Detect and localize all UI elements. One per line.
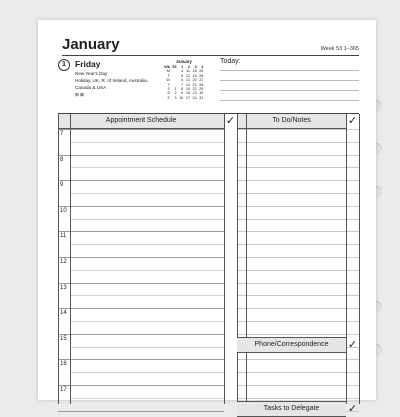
- todo-line: [237, 206, 359, 207]
- todo-line: [237, 295, 359, 296]
- hour-line: [58, 180, 224, 181]
- today-line: [220, 80, 359, 81]
- mini-calendar-date: 25: [199, 69, 204, 74]
- mini-calendar-weekday: M: [166, 69, 170, 74]
- todo-line: [237, 167, 359, 168]
- mini-calendar-col-header: 3: [194, 65, 197, 69]
- todo-line: [237, 372, 359, 373]
- column-divider: [346, 114, 347, 404]
- hour-label: 7: [60, 131, 64, 137]
- mini-calendar-date: 8: [181, 87, 184, 92]
- mini-calendar-date: 20: [192, 78, 197, 83]
- mini-calendar-date: 14: [185, 82, 190, 87]
- mini-calendar: [163, 59, 205, 100]
- mini-calendar-weekday: S: [167, 95, 170, 100]
- half-hour-line: [70, 142, 224, 143]
- mini-calendar-date: 13: [185, 78, 190, 83]
- mini-calendar-grid: [163, 65, 205, 100]
- mini-calendar-date: 9: [181, 91, 184, 96]
- hour-label: 13: [60, 284, 67, 291]
- mini-calendar-weekday: W: [166, 78, 170, 83]
- half-hour-line: [70, 321, 224, 322]
- todo-line: [237, 359, 359, 360]
- hour-line: [58, 283, 224, 284]
- header-divider: [62, 55, 359, 56]
- hour-label: 10: [60, 207, 67, 214]
- hour-line: [58, 411, 224, 412]
- mini-calendar-weekday: T: [167, 82, 170, 87]
- todo-line: [237, 142, 359, 143]
- day-name: Friday: [75, 59, 101, 69]
- todo-line: [237, 180, 359, 181]
- hour-line: [58, 231, 224, 232]
- hour-line: [58, 385, 224, 386]
- todo-line: [237, 283, 359, 284]
- hour-label: 15: [60, 335, 67, 342]
- mini-calendar-date: 24: [192, 95, 197, 100]
- column-divider: [246, 114, 247, 404]
- flag-icons: ⊞ ⊠: [75, 92, 84, 97]
- mini-calendar-date: 5: [181, 73, 184, 78]
- check-icon: ✓: [347, 403, 358, 415]
- column-divider: [58, 114, 59, 404]
- mini-calendar-weekday: F: [167, 87, 170, 92]
- planner-page: [38, 20, 376, 415]
- hour-label: 16: [60, 361, 67, 368]
- hour-line: [58, 155, 224, 156]
- half-hour-line: [70, 193, 224, 194]
- mini-calendar-date: 3: [174, 95, 177, 100]
- todo-line: [237, 308, 359, 309]
- mini-calendar-date: 16: [185, 91, 190, 96]
- mini-calendar-date: 29: [199, 87, 204, 92]
- column-divider: [237, 114, 238, 404]
- mini-calendar-date: 4: [181, 69, 184, 74]
- mini-calendar-date: 7: [181, 82, 184, 87]
- phone-correspondence-header: Phone/Correspondence: [237, 337, 346, 353]
- mini-calendar-date: 12: [185, 73, 190, 78]
- half-hour-line: [70, 219, 224, 220]
- mini-calendar-date: 1: [174, 87, 177, 92]
- hour-line: [58, 308, 224, 309]
- mini-calendar-col-header: 2: [187, 65, 190, 69]
- today-line: [220, 90, 359, 91]
- mini-calendar-date: 30: [199, 91, 204, 96]
- half-hour-line: [70, 372, 224, 373]
- mini-calendar-col-header: Wk: [164, 65, 170, 69]
- todo-line: [237, 193, 359, 194]
- half-hour-line: [70, 167, 224, 168]
- day-number-badge: 1: [58, 59, 70, 71]
- half-hour-line: [70, 398, 224, 399]
- hour-label: 17: [60, 387, 67, 393]
- appointment-schedule-header: Appointment Schedule: [58, 114, 224, 129]
- half-hour-line: [70, 244, 224, 245]
- mini-calendar-col-header: 1: [181, 65, 184, 69]
- hour-label: 12: [60, 259, 67, 265]
- mini-calendar-date: 23: [192, 91, 197, 96]
- check-icon: ✓: [347, 115, 358, 127]
- mini-calendar-date: 26: [199, 73, 204, 78]
- todo-line: [237, 270, 359, 271]
- mini-calendar-date: 18: [192, 69, 197, 74]
- hour-label: 11: [60, 233, 67, 240]
- mini-calendar-date: 17: [185, 95, 190, 100]
- todo-line: [237, 334, 359, 335]
- mini-calendar-date: 31: [199, 95, 204, 100]
- month-title: January: [62, 36, 120, 53]
- mini-calendar-row: [163, 96, 205, 100]
- hour-line: [58, 206, 224, 207]
- mini-calendar-date: 21: [192, 82, 197, 87]
- mini-calendar-title: January: [175, 59, 192, 64]
- hour-line: [58, 257, 224, 258]
- check-icon: ✓: [347, 339, 358, 351]
- column-divider: [224, 114, 225, 404]
- mini-calendar-date: 10: [179, 95, 184, 100]
- todo-line: [237, 321, 359, 322]
- mini-calendar-col-header: 53: [172, 65, 177, 69]
- hour-line: [58, 359, 224, 360]
- half-hour-line: [70, 295, 224, 296]
- column-divider: [359, 114, 360, 404]
- mini-calendar-date: 28: [199, 82, 204, 87]
- todo-line: [237, 155, 359, 156]
- mini-calendar-date: 22: [192, 87, 197, 92]
- todo-line: [237, 398, 359, 399]
- mini-calendar-date: 15: [185, 87, 190, 92]
- hour-label: 9: [60, 182, 64, 189]
- mini-calendar-date: 6: [181, 78, 184, 83]
- todo-line: [237, 385, 359, 386]
- mini-calendar-date: 2: [174, 91, 177, 96]
- hour-label: 14: [60, 310, 67, 317]
- todo-line: [237, 231, 359, 232]
- todo-line: [237, 219, 359, 220]
- half-hour-line: [70, 347, 224, 348]
- week-info: Week 53 1–365: [320, 46, 359, 52]
- tasks-to-delegate-header: Tasks to Delegate: [237, 401, 346, 417]
- mini-calendar-date: 27: [199, 78, 204, 83]
- todo-notes-header: To Do/Notes: [237, 114, 346, 129]
- check-icon: ✓: [225, 115, 236, 127]
- hour-line: [58, 334, 224, 335]
- half-hour-line: [70, 270, 224, 271]
- today-label: Today:: [220, 58, 241, 65]
- day-note: Canada & USA: [75, 85, 107, 90]
- today-line: [220, 70, 359, 71]
- mini-calendar-date: 11: [186, 69, 190, 74]
- day-note: New Year's Day: [75, 71, 108, 76]
- todo-line: [237, 244, 359, 245]
- hour-label: 8: [60, 156, 64, 163]
- mini-calendar-weekday: T: [167, 73, 170, 78]
- day-note: Holiday, UK, R. of Ireland, Australia,: [75, 78, 148, 83]
- todo-line: [237, 257, 359, 258]
- mini-calendar-weekday: S: [167, 91, 170, 96]
- today-line: [220, 100, 359, 101]
- hour-line: [58, 129, 224, 130]
- mini-calendar-col-header: 4: [201, 65, 204, 69]
- column-divider: [70, 114, 71, 404]
- mini-calendar-date: 19: [192, 73, 197, 78]
- todo-line: [237, 129, 359, 130]
